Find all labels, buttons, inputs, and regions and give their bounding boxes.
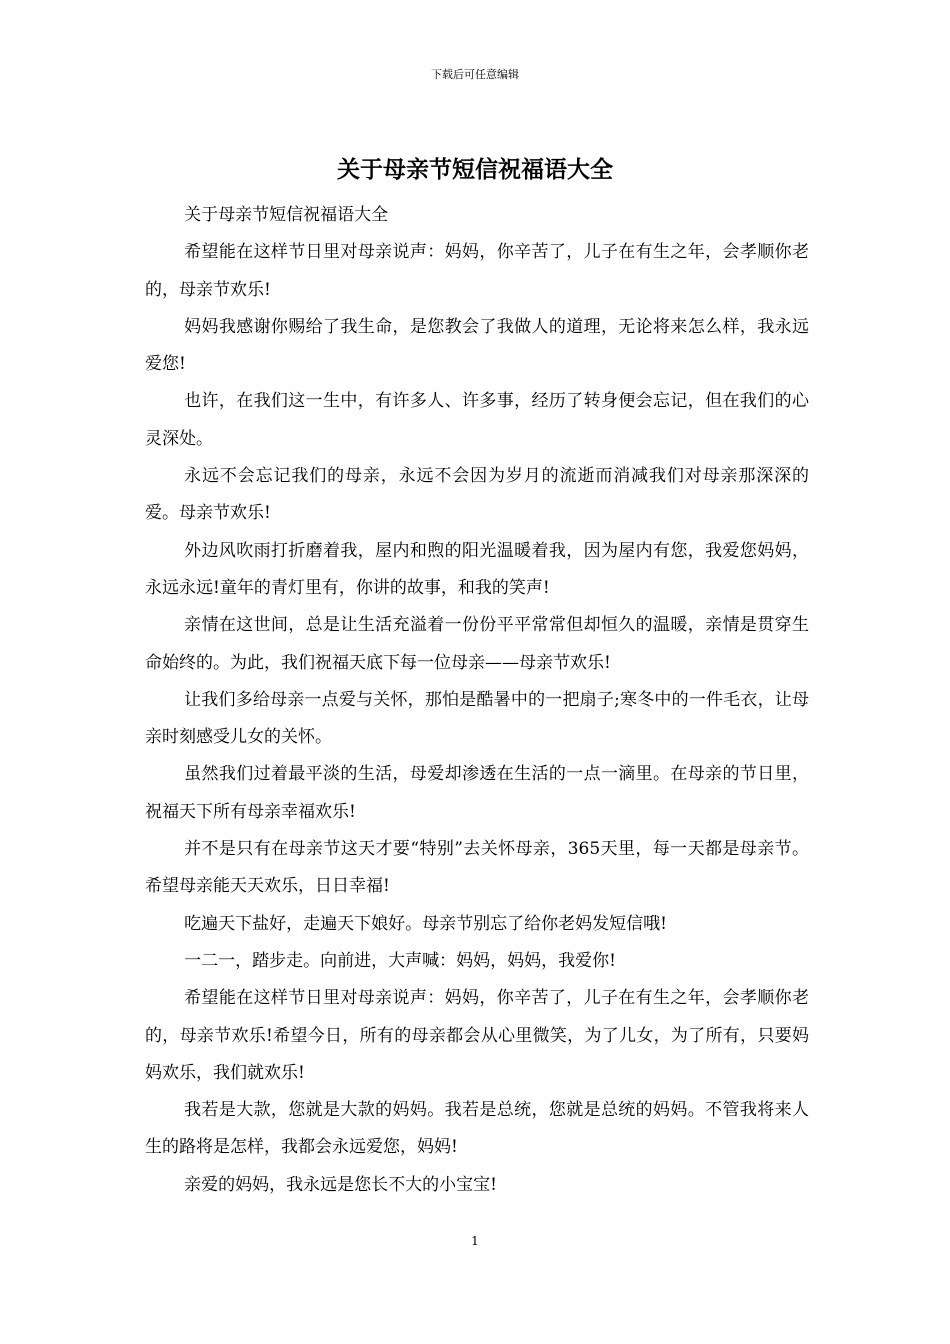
paragraph: 吃遍天下盐好，走遍天下娘好。母亲节别忘了给你老妈发短信哦!: [184, 913, 667, 934]
paragraph: 希望能在这样节日里对母亲说声：妈妈，你辛苦了，儿子在有生之年，会孝顺你老的，母亲节欢乐!希望今日，所有的母亲都会从心里微笑，为了儿女，为了所有，只要妈妈欢乐，我们就欢乐!: [145, 988, 809, 1083]
paragraph: 亲爱的妈妈，我永远是您长不大的小宝宝!: [184, 1174, 497, 1195]
paragraph: 并不是只有在母亲节这天才要“特别”去关怀母亲，365天里，每一天都是母亲节。希望母亲能天天欢乐，日日幸福!: [145, 839, 809, 897]
paragraph: 虽然我们过着最平淡的生活，母爱却渗透在生活的一点一滴里。在母亲的节日里，祝福天下所有母亲幸福欢乐!: [145, 764, 809, 822]
paragraph: 亲情在这世间，总是让生活充溢着一份份平平常常但却恒久的温暖，亲情是贯穿生命始终的。为此，我们祝福天底下每一位母亲——母亲节欢乐!: [145, 615, 809, 673]
paragraph: 妈妈我感谢你赐给了我生命，是您教会了我做人的道理，无论将来怎么样，我永远爱您!: [145, 316, 809, 375]
paragraph: 一二一，踏步走。向前进，大声喊：妈妈，妈妈，我爱你!: [184, 950, 616, 971]
paragraph: 希望能在这样节日里对母亲说声：妈妈，你辛苦了，儿子在有生之年，会孝顺你老的，母亲节欢乐!: [145, 242, 809, 300]
document-body: [145, 197, 809, 1204]
paragraph: 我若是大款，您就是大款的妈妈。我若是总统，您就是总统的妈妈。不管我将来人生的路将是怎样，我都会永远爱您，妈妈!: [145, 1100, 809, 1158]
document-title: 关于母亲节短信祝福语大全: [337, 156, 613, 183]
paragraph: 关于母亲节短信祝福语大全: [184, 205, 389, 225]
page-header-note: 下载后可任意编辑: [431, 68, 519, 81]
paragraph: 外边风吹雨打折磨着我，屋内和煦的阳光温暖着我，因为屋内有您，我爱您妈妈，永远永远!童年的青灯里有，你讲的故事，和我的笑声!: [145, 540, 809, 598]
paragraph: 永远不会忘记我们的母亲，永远不会因为岁月的流逝而消减我们对母亲那深深的爱。母亲节欢乐!: [145, 466, 809, 524]
paragraph: 也许，在我们这一生中，有许多人、许多事，经历了转身便会忘记，但在我们的心灵深处。: [145, 391, 809, 449]
paragraph: 让我们多给母亲一点爱与关怀，那怕是酷暑中的一把扇子;寒冬中的一件毛衣，让母亲时刻感受儿女的关怀。: [145, 689, 809, 748]
page-number: 1: [471, 1234, 479, 1248]
